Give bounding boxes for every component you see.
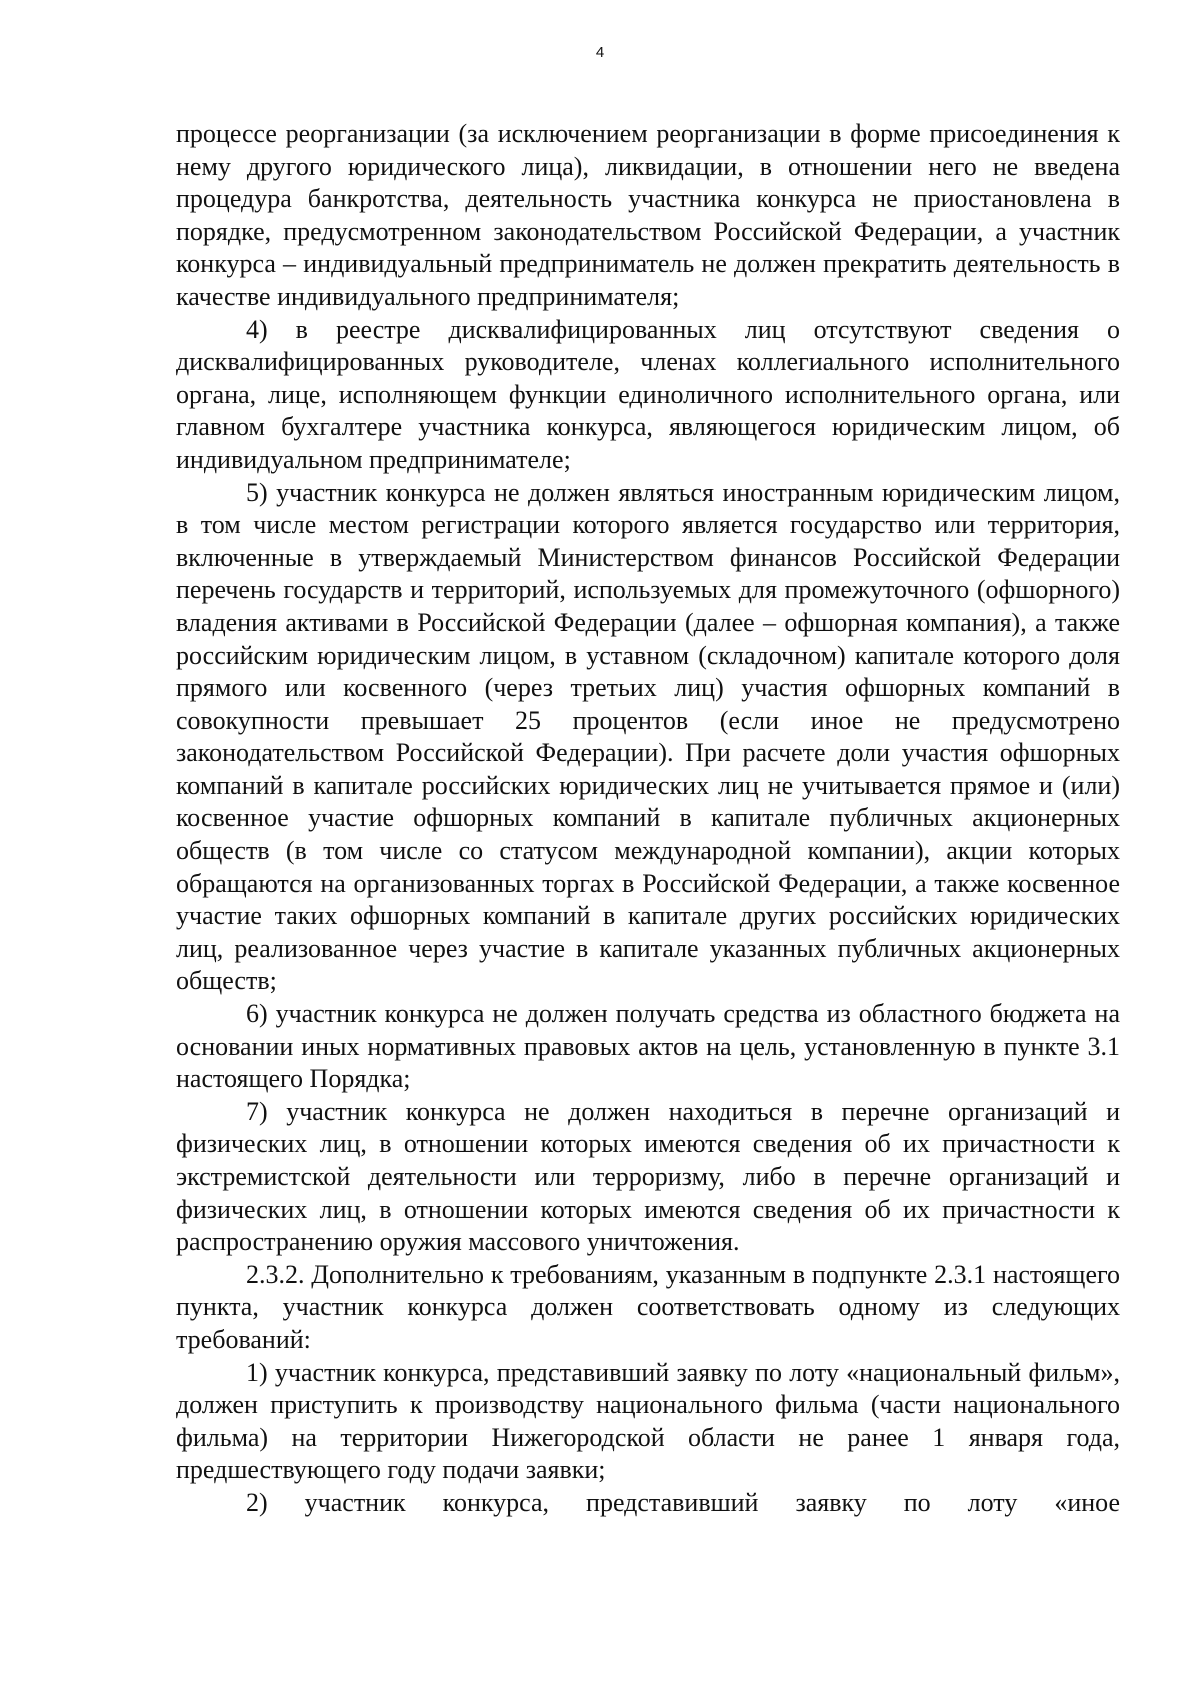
paragraph-item-5: 5) участник конкурса не должен являться иностранным юридическим лицом, в том числе местом регистрации которого является государство или территория, включенные в утверждаемый Министерством финансов Российской Федерации перечень государств и территорий, используемых для промежуточного (офшорного) владения активами в Российской Федерации (далее – офшорная компания), а также российским юридическим лицом, в уставном (складочном) капитале которого доля прямого или косвенного (через третьих лиц) участия офшорных компаний в совокупности превышает 25 процентов (если иное не предусмотрено законодательством Российской Федерации). При расчете доли участия офшорных компаний в капитале российских юридических лиц не учитывается прямое и (или) косвенное участие офшорных компаний в капитале публичных акционерных обществ (в том числе со статусом международной компании), акции которых обращаются на организованных торгах в Российской Федерации, а также косвенное участие таких офшорных компаний в капитале других российских юридических лиц, реализованное через участие в капитале указанных публичных акционерных обществ; [176, 477, 1120, 996]
document-body [176, 118, 1120, 1520]
paragraph-item-4: 4) в реестре дисквалифицированных лиц отсутствуют сведения о дисквалифицированных руководителе, членах коллегиального исполнительного органа, лице, исполняющем функции единоличного исполнительного органа, или главном бухгалтере участника конкурса, являющегося юридическим лицом, об индивидуальном предпринимателе; [176, 314, 1120, 474]
paragraph-item-7: 7) участник конкурса не должен находиться в перечне организаций и физических лиц, в отношении которых имеются сведения об их причастности к экстремистской деятельности или терроризму, либо в перечне организаций и физических лиц, в отношении которых имеются сведения об их причастности к распространению оружия массового уничтожения. [176, 1096, 1120, 1257]
paragraph-continuation: процессе реорганизации (за исключением реорганизации в форме присоединения к нему другого юридического лица), ликвидации, в отношении него не введена процедура банкротства, деятельность участника конкурса не приостановлена в порядке, предусмотренном законодательством Российской Федерации, а участник конкурса – индивидуальный предприниматель не должен прекратить деятельность в качестве индивидуального предпринимателя; [176, 119, 1120, 311]
paragraph-sub-2: 2) участник конкурса, представивший заявку по лоту «иное [246, 1487, 1120, 1517]
paragraph-sub-1: 1) участник конкурса, представивший заявку по лоту «национальный фильм», должен приступить к производству национального фильма (части национального фильма) на территории Нижегородской области не ранее 1 января года, предшествующего году подачи заявки; [176, 1357, 1120, 1485]
paragraph-2-3-2: 2.3.2. Дополнительно к требованиям, указанным в подпункте 2.3.1 настоящего пункта, участник конкурса должен соответствовать одному из следующих требований: [176, 1259, 1120, 1354]
page-number: 4 [595, 44, 605, 61]
paragraph-item-6: 6) участник конкурса не должен получать средства из областного бюджета на основании иных нормативных правовых актов на цель, установленную в пункте 3.1 настоящего Порядка; [176, 999, 1120, 1094]
